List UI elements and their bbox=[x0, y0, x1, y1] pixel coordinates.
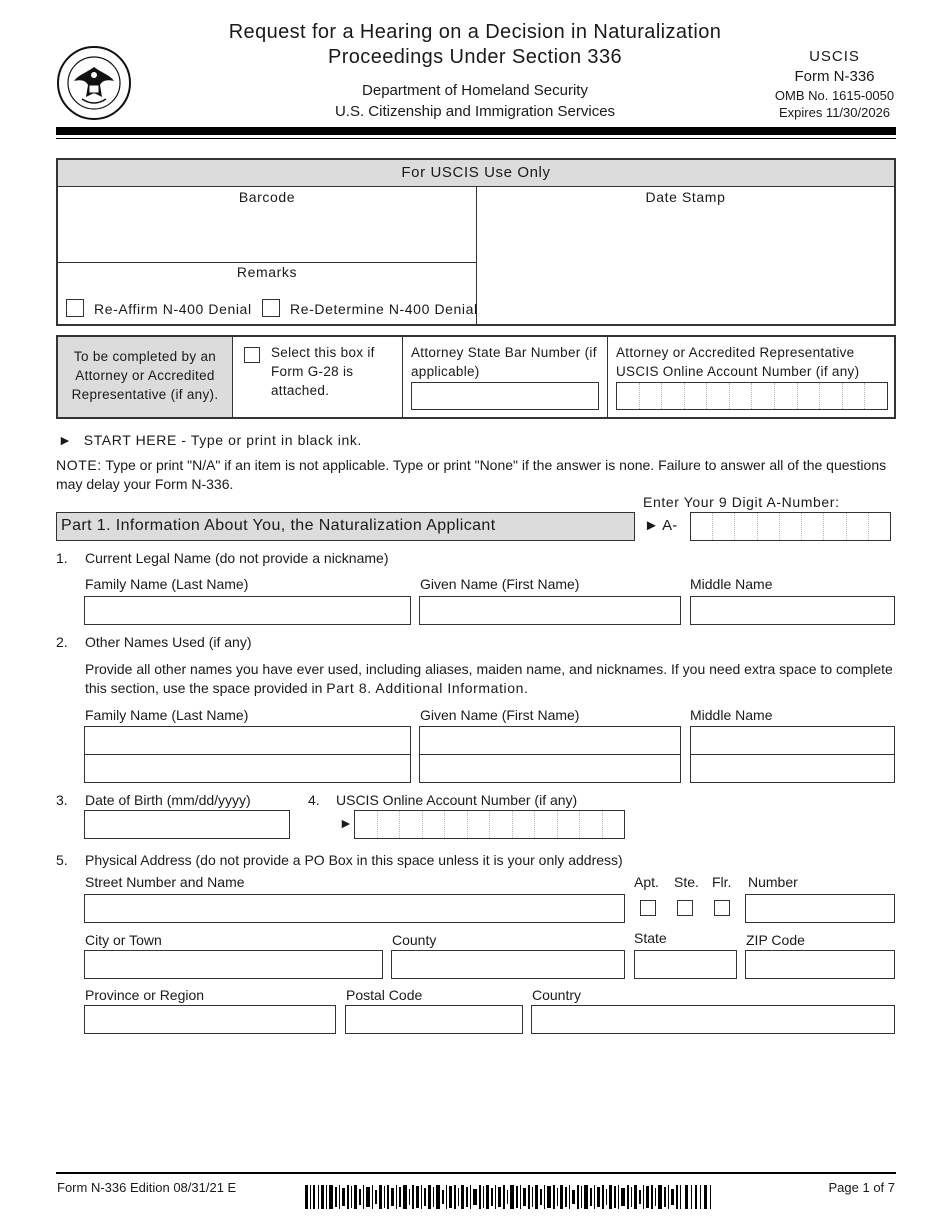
postal-label: Postal Code bbox=[346, 987, 423, 1003]
barcode-label: Barcode bbox=[238, 189, 296, 205]
q2-description bbox=[85, 660, 897, 698]
q2-middle-label: Middle Name bbox=[690, 707, 773, 723]
street-input[interactable] bbox=[84, 894, 625, 923]
q1-family-input[interactable] bbox=[84, 596, 411, 625]
agency-name: U.S. Citizenship and Immigration Services bbox=[334, 103, 616, 120]
anumber-input[interactable] bbox=[690, 512, 891, 541]
postal-input[interactable] bbox=[345, 1005, 523, 1034]
header-rule-thin bbox=[56, 138, 896, 139]
uscis-use-section bbox=[56, 158, 896, 326]
note-paragraph bbox=[56, 456, 896, 494]
apt-label: Apt. bbox=[634, 874, 659, 890]
remarks-label: Remarks bbox=[236, 264, 298, 280]
start-here-line bbox=[58, 432, 362, 449]
part1-heading: Part 1. Information About You, the Naturalization Applicant bbox=[56, 512, 635, 541]
zip-label: ZIP Code bbox=[746, 932, 805, 948]
street-label: Street Number and Name bbox=[85, 874, 245, 890]
department-name: Department of Homeland Security bbox=[362, 82, 588, 99]
q2-family-label: Family Name (Last Name) bbox=[85, 707, 249, 723]
q2-desc-ref: Part 8. Additional Information bbox=[326, 680, 525, 696]
q2-given-input-1[interactable] bbox=[419, 726, 681, 755]
q2-given-label: Given Name (First Name) bbox=[420, 707, 580, 723]
form-title-line2: Proceedings Under Section 336 bbox=[327, 46, 622, 68]
q2-given-input-2[interactable] bbox=[419, 754, 681, 783]
attorney-divider-2 bbox=[607, 337, 608, 417]
q2-family-input-2[interactable] bbox=[84, 754, 411, 783]
anumber-label: Enter Your 9 Digit A-Number: bbox=[643, 494, 840, 510]
g28-checkbox[interactable] bbox=[244, 347, 260, 363]
dhs-seal bbox=[56, 45, 132, 121]
q1-given-input[interactable] bbox=[419, 596, 681, 625]
ste-label: Ste. bbox=[674, 874, 699, 890]
remarks-divider bbox=[58, 262, 476, 263]
g28-label: Select this box if Form G-28 is attached. bbox=[271, 345, 375, 398]
start-here-text: - Type or print in black ink. bbox=[176, 432, 362, 448]
redetermine-checkbox[interactable] bbox=[262, 299, 280, 317]
attorney-section bbox=[56, 335, 896, 419]
start-here-label: START HERE bbox=[83, 432, 177, 448]
uscis-use-heading: For USCIS Use Only bbox=[58, 160, 894, 187]
q2-family-input-1[interactable] bbox=[84, 726, 411, 755]
q3-number: 3. bbox=[56, 792, 68, 808]
date-stamp-label: Date Stamp bbox=[645, 189, 726, 205]
apt-checkbox[interactable] bbox=[640, 900, 656, 916]
bar-number-input[interactable] bbox=[411, 382, 599, 410]
country-input[interactable] bbox=[531, 1005, 895, 1034]
ste-checkbox[interactable] bbox=[677, 900, 693, 916]
q5-number: 5. bbox=[56, 852, 68, 868]
unit-number-label: Number bbox=[748, 874, 798, 890]
county-input[interactable] bbox=[391, 950, 625, 979]
city-label: City or Town bbox=[85, 932, 162, 948]
anumber-prefix: ► A- bbox=[644, 517, 678, 534]
q2-middle-input-1[interactable] bbox=[690, 726, 895, 755]
country-label: Country bbox=[532, 987, 582, 1003]
reaffirm-checkbox[interactable] bbox=[66, 299, 84, 317]
q2-label: Other Names Used (if any) bbox=[85, 634, 252, 650]
attorney-account-label: Attorney or Accredited Representative USCIS Online Account Number (if any) bbox=[616, 345, 860, 379]
redetermine-label: Re-Determine N-400 Denial bbox=[290, 301, 478, 317]
province-label: Province or Region bbox=[85, 987, 205, 1003]
note-text: Type or print "N/A" if an item is not applicable. Type or print "None" if the answer is none. Failure to answer all of the questions may delay your Form N-336. bbox=[56, 457, 887, 492]
form-title-line1: Request for a Hearing on a Decision in Naturalization bbox=[228, 21, 722, 43]
dhs-seal-icon bbox=[56, 45, 132, 121]
footer-page-number: Page 1 of 7 bbox=[828, 1180, 895, 1195]
flr-label: Flr. bbox=[712, 874, 732, 890]
q5-label: Physical Address (do not provide a PO Box in this space unless it is your only address) bbox=[85, 852, 623, 868]
footer-form-edition: Form N-336 Edition 08/31/21 E bbox=[57, 1180, 237, 1195]
unit-number-input[interactable] bbox=[745, 894, 895, 923]
agency-short: USCIS bbox=[809, 48, 860, 65]
attorney-divider-1 bbox=[402, 337, 403, 417]
barcode-icon bbox=[305, 1185, 715, 1209]
state-label: State bbox=[634, 930, 667, 946]
reaffirm-label: Re-Affirm N-400 Denial bbox=[94, 301, 252, 317]
q2-middle-input-2[interactable] bbox=[690, 754, 895, 783]
attorney-account-input[interactable] bbox=[616, 382, 888, 410]
state-select[interactable] bbox=[634, 950, 737, 979]
date-of-birth-input[interactable] bbox=[84, 810, 290, 839]
q2-desc-text: Provide all other names you have ever used, including aliases, maiden name, and nicknames. If you need extra space to complete this section, use the space provided in bbox=[85, 661, 893, 696]
q4-arrow-icon: ► bbox=[339, 815, 353, 831]
q1-family-label: Family Name (Last Name) bbox=[85, 576, 249, 592]
q2-number: 2. bbox=[56, 634, 68, 650]
uscis-account-input[interactable] bbox=[354, 810, 625, 839]
form-number: Form N-336 bbox=[794, 68, 875, 85]
q1-middle-label: Middle Name bbox=[690, 576, 773, 592]
header-rule-thick bbox=[56, 127, 896, 135]
zip-input[interactable] bbox=[745, 950, 895, 979]
q1-middle-input[interactable] bbox=[690, 596, 895, 625]
footer-barcode bbox=[305, 1185, 715, 1209]
q1-number: 1. bbox=[56, 550, 68, 566]
q1-label: Current Legal Name (do not provide a nickname) bbox=[85, 550, 389, 566]
omb-number: OMB No. 1615-0050 bbox=[774, 88, 895, 103]
city-input[interactable] bbox=[84, 950, 383, 979]
note-label: NOTE: bbox=[56, 457, 102, 473]
expiration-date: Expires 11/30/2026 bbox=[778, 105, 891, 120]
q4-number: 4. bbox=[308, 792, 320, 808]
q2-desc-end: . bbox=[524, 680, 528, 696]
q3-label: Date of Birth (mm/dd/yyyy) bbox=[85, 792, 251, 808]
province-input[interactable] bbox=[84, 1005, 336, 1034]
q1-given-label: Given Name (First Name) bbox=[420, 576, 580, 592]
footer-rule bbox=[56, 1172, 896, 1174]
flr-checkbox[interactable] bbox=[714, 900, 730, 916]
bar-number-label: Attorney State Bar Number (if applicable) bbox=[411, 345, 597, 379]
county-label: County bbox=[392, 932, 437, 948]
start-arrow-icon: ► bbox=[58, 432, 72, 448]
attorney-intro: To be completed by an Attorney or Accredited Representative (if any). bbox=[58, 337, 233, 417]
q4-label: USCIS Online Account Number (if any) bbox=[336, 792, 578, 808]
